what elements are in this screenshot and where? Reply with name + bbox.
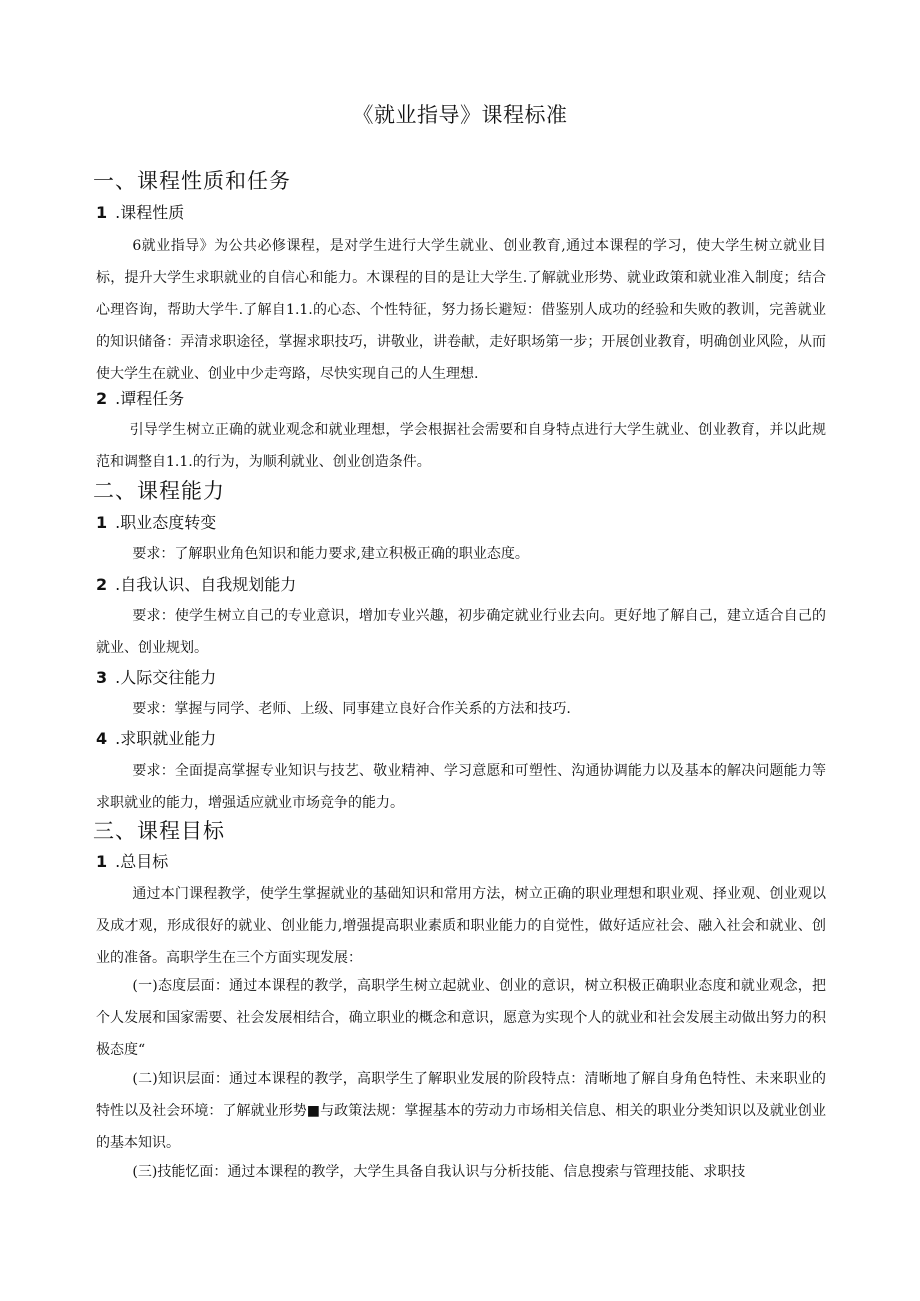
section-3-sub-1 bbox=[96, 850, 168, 874]
section-2-paragraph-2: 要求：使学生树立自己的专业意识，增加专业兴趣，初步确定就业行业去向。更好地了解自己，建立适合自己的就业、创业规划。 bbox=[96, 608, 826, 656]
sub-label: .自我认识、自我规划能力 bbox=[115, 575, 297, 594]
section-2-heading: 二、课程能力 bbox=[93, 479, 225, 503]
section-2-paragraph-4: 要求：全面提高掌握专业知识与技艺、敬业精神、学习意愿和可塑性、沟通协调能力以及基本的解决问题能力等求职就业的能力，增强适应就业市场竞争的能力。 bbox=[96, 763, 826, 811]
section-3-paragraph-1: 通过本门课程教学，使学生掌握就业的基础知识和常用方法，树立正确的职业理想和职业观、择业观、创业观以及成才观，形成很好的就业、创业能力,增强提高职业素质和职业能力的自觉性，做好适应社会、融入社会和就业、创业的准备。高职学生在三个方面实现发展： bbox=[96, 886, 826, 966]
section-2-sub-4 bbox=[96, 727, 216, 751]
sub-number: 2 bbox=[96, 389, 108, 408]
section-1-paragraph-2: 引导学生树立正确的就业观念和就业理想，学会根据社会需要和自身特点进行大学生就业、创业教育，并以此规范和调整自1.1.的行为，为顺利就业、创业创造条件。 bbox=[96, 422, 826, 470]
section-1-heading: 一、课程性质和任务 bbox=[93, 169, 291, 193]
sub-number: 1 bbox=[96, 203, 108, 222]
sub-label: .总目标 bbox=[115, 852, 169, 871]
section-2-paragraph-1: 要求：了解职业角色知识和能力要求,建立积极正确的职业态度。 bbox=[132, 546, 529, 562]
sub-label: .求职就业能力 bbox=[115, 729, 217, 748]
section-3-heading: 三、课程目标 bbox=[93, 819, 225, 843]
sub-number: 1 bbox=[96, 852, 108, 871]
section-1-sub-1 bbox=[96, 201, 184, 225]
sub-label: .人际交往能力 bbox=[115, 668, 217, 687]
section-2-sub-3 bbox=[96, 666, 216, 690]
sub-number: 1 bbox=[96, 513, 108, 532]
sub-label: .课程性质 bbox=[115, 203, 185, 222]
sub-number: 2 bbox=[96, 575, 108, 594]
sub-label: .谭程任务 bbox=[115, 389, 185, 408]
sub-number: 4 bbox=[96, 729, 108, 748]
section-2-sub-2 bbox=[96, 573, 296, 597]
section-2-paragraph-3: 要求：掌握与同学、老师、上级、同事建立良好合作关系的方法和技巧. bbox=[132, 701, 571, 717]
section-2-sub-1 bbox=[96, 511, 216, 535]
section-1-paragraph-1: 6就业指导》为公共必修课程，是对学生进行大学生就业、创业教育,通过本课程的学习，使大学生树立就业目标，提升大学生求职就业的自信心和能力。木课程的目的是让大学生.了解就业形势、就业政策和就业准入制度；结合心理咨询，帮助大学牛.了解自1.1.的心态、个性特征，努力扬长避短：借鉴别人成功的经验和失败的教训，完善就业的知识储备：弄清求职途径，掌握求职技巧，讲敬业，讲卷献，走好职场第一步；开展创业教育，明确创业风险，从而使大学生在就业、创业中少走弯路，尽快实现自己的人生理想. bbox=[96, 238, 826, 382]
section-3-paragraph-2: (一)态度层面：通过本课程的教学，高职学生树立起就业、创业的意识，树立积极正确职业态度和就业观念，把个人发展和国家需要、社会发展相结合，确立职业的概念和意识，愿意为实现个人的就业和社会发展主动做出努力的积极态度“ bbox=[96, 978, 826, 1058]
section-1-sub-2 bbox=[96, 387, 184, 411]
section-3-paragraph-4: (三)技能忆面：通过本课程的教学，大学生具备自我认识与分析技能、信息搜索与管理技能、求职技 bbox=[132, 1164, 746, 1180]
sub-number: 3 bbox=[96, 668, 108, 687]
sub-label: .职业态度转变 bbox=[115, 513, 217, 532]
section-3-paragraph-3: (二)知识层面：通过本课程的教学，高职学生了解职业发展的阶段特点：清晰地了解自身角色特性、未来职业的特性以及社会环境：了解就业形势■与政策法规：掌握基本的劳动力市场相关信息、相关的职业分类知识以及就业创业的基本知识。 bbox=[96, 1071, 826, 1151]
document-title: 《就业指导》课程标准 bbox=[352, 103, 568, 127]
